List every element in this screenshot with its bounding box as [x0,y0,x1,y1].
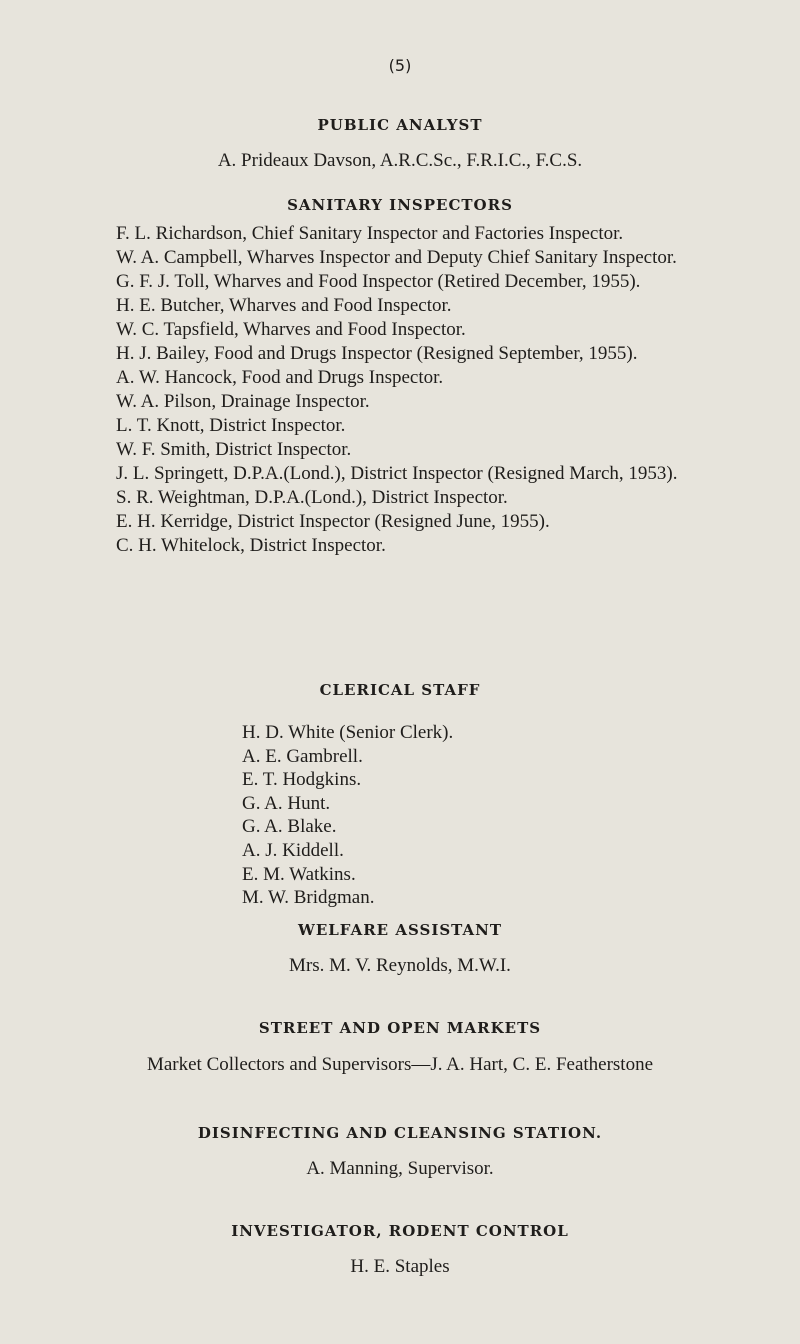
page-number: (5) [388,56,412,75]
clerk-name: E. M. Watkins. [242,863,356,885]
clerical-staff-heading: CLERICAL STAFF [319,681,481,699]
street-markets-heading: STREET AND OPEN MARKETS [258,1019,542,1037]
inspector-entry: S. R. Weightman, D.P.A.(Lond.), District Inspector. [116,487,508,508]
inspector-entry: G. F. J. Toll, Wharves and Food Inspector (Retired December, 1955). [116,271,641,292]
inspector-entry: F. L. Richardson, Chief Sanitary Inspector and Factories Inspector. [116,223,624,244]
sanitary-inspectors-heading: SANITARY INSPECTORS [287,196,513,214]
inspector-entry: W. A. Campbell, Wharves Inspector and Deputy Chief Sanitary Inspector. [116,247,677,268]
welfare-assistant-name: Mrs. M. V. Reynolds, M.W.I. [289,955,511,976]
clerk-name: E. T. Hodgkins. [242,769,362,791]
sanitary-inspectors-list [116,222,736,558]
clerk-name: A. E. Gambrell. [242,745,363,767]
inspector-entry: E. H. Kerridge, District Inspector (Resigned June, 1955). [116,511,550,532]
disinfecting-station-name: A. Manning, Supervisor. [306,1158,494,1179]
inspector-entry: W. F. Smith, District Inspector. [116,439,352,460]
inspector-entry: L. T. Knott, District Inspector. [116,415,346,436]
clerical-staff-list [242,721,642,910]
inspector-entry: W. C. Tapsfield, Wharves and Food Inspector. [116,319,466,340]
clerk-name: M. W. Bridgman. [242,887,375,909]
inspector-entry: W. A. Pilson, Drainage Inspector. [116,391,370,412]
rodent-control-heading: INVESTIGATOR, RODENT CONTROL [231,1222,569,1240]
inspector-entry: J. L. Springett, D.P.A.(Lond.), District Inspector (Resigned March, 1953). [116,463,678,484]
street-markets-text: Market Collectors and Supervisors—J. A. Hart, C. E. Featherstone [146,1054,654,1075]
rodent-control-name: H. E. Staples [350,1256,450,1277]
clerk-name: G. A. Blake. [242,816,337,838]
inspector-entry: H. E. Butcher, Wharves and Food Inspector. [116,295,452,316]
public-analyst-heading: PUBLIC ANALYST [317,116,483,134]
inspector-entry: H. J. Bailey, Food and Drugs Inspector (Resigned September, 1955). [116,343,638,364]
clerk-name: A. J. Kiddell. [242,839,344,861]
clerk-name: G. A. Hunt. [242,792,331,814]
clerk-name: H. D. White (Senior Clerk). [242,722,454,743]
inspector-entry: A. W. Hancock, Food and Drugs Inspector. [116,367,444,388]
disinfecting-station-heading: DISINFECTING AND CLEANSING STATION. [197,1124,603,1142]
public-analyst-name: A. Prideaux Davson, A.R.C.Sc., F.R.I.C., F.C.S. [217,150,583,171]
welfare-assistant-heading: WELFARE ASSISTANT [297,921,503,939]
inspector-entry: C. H. Whitelock, District Inspector. [116,535,386,556]
